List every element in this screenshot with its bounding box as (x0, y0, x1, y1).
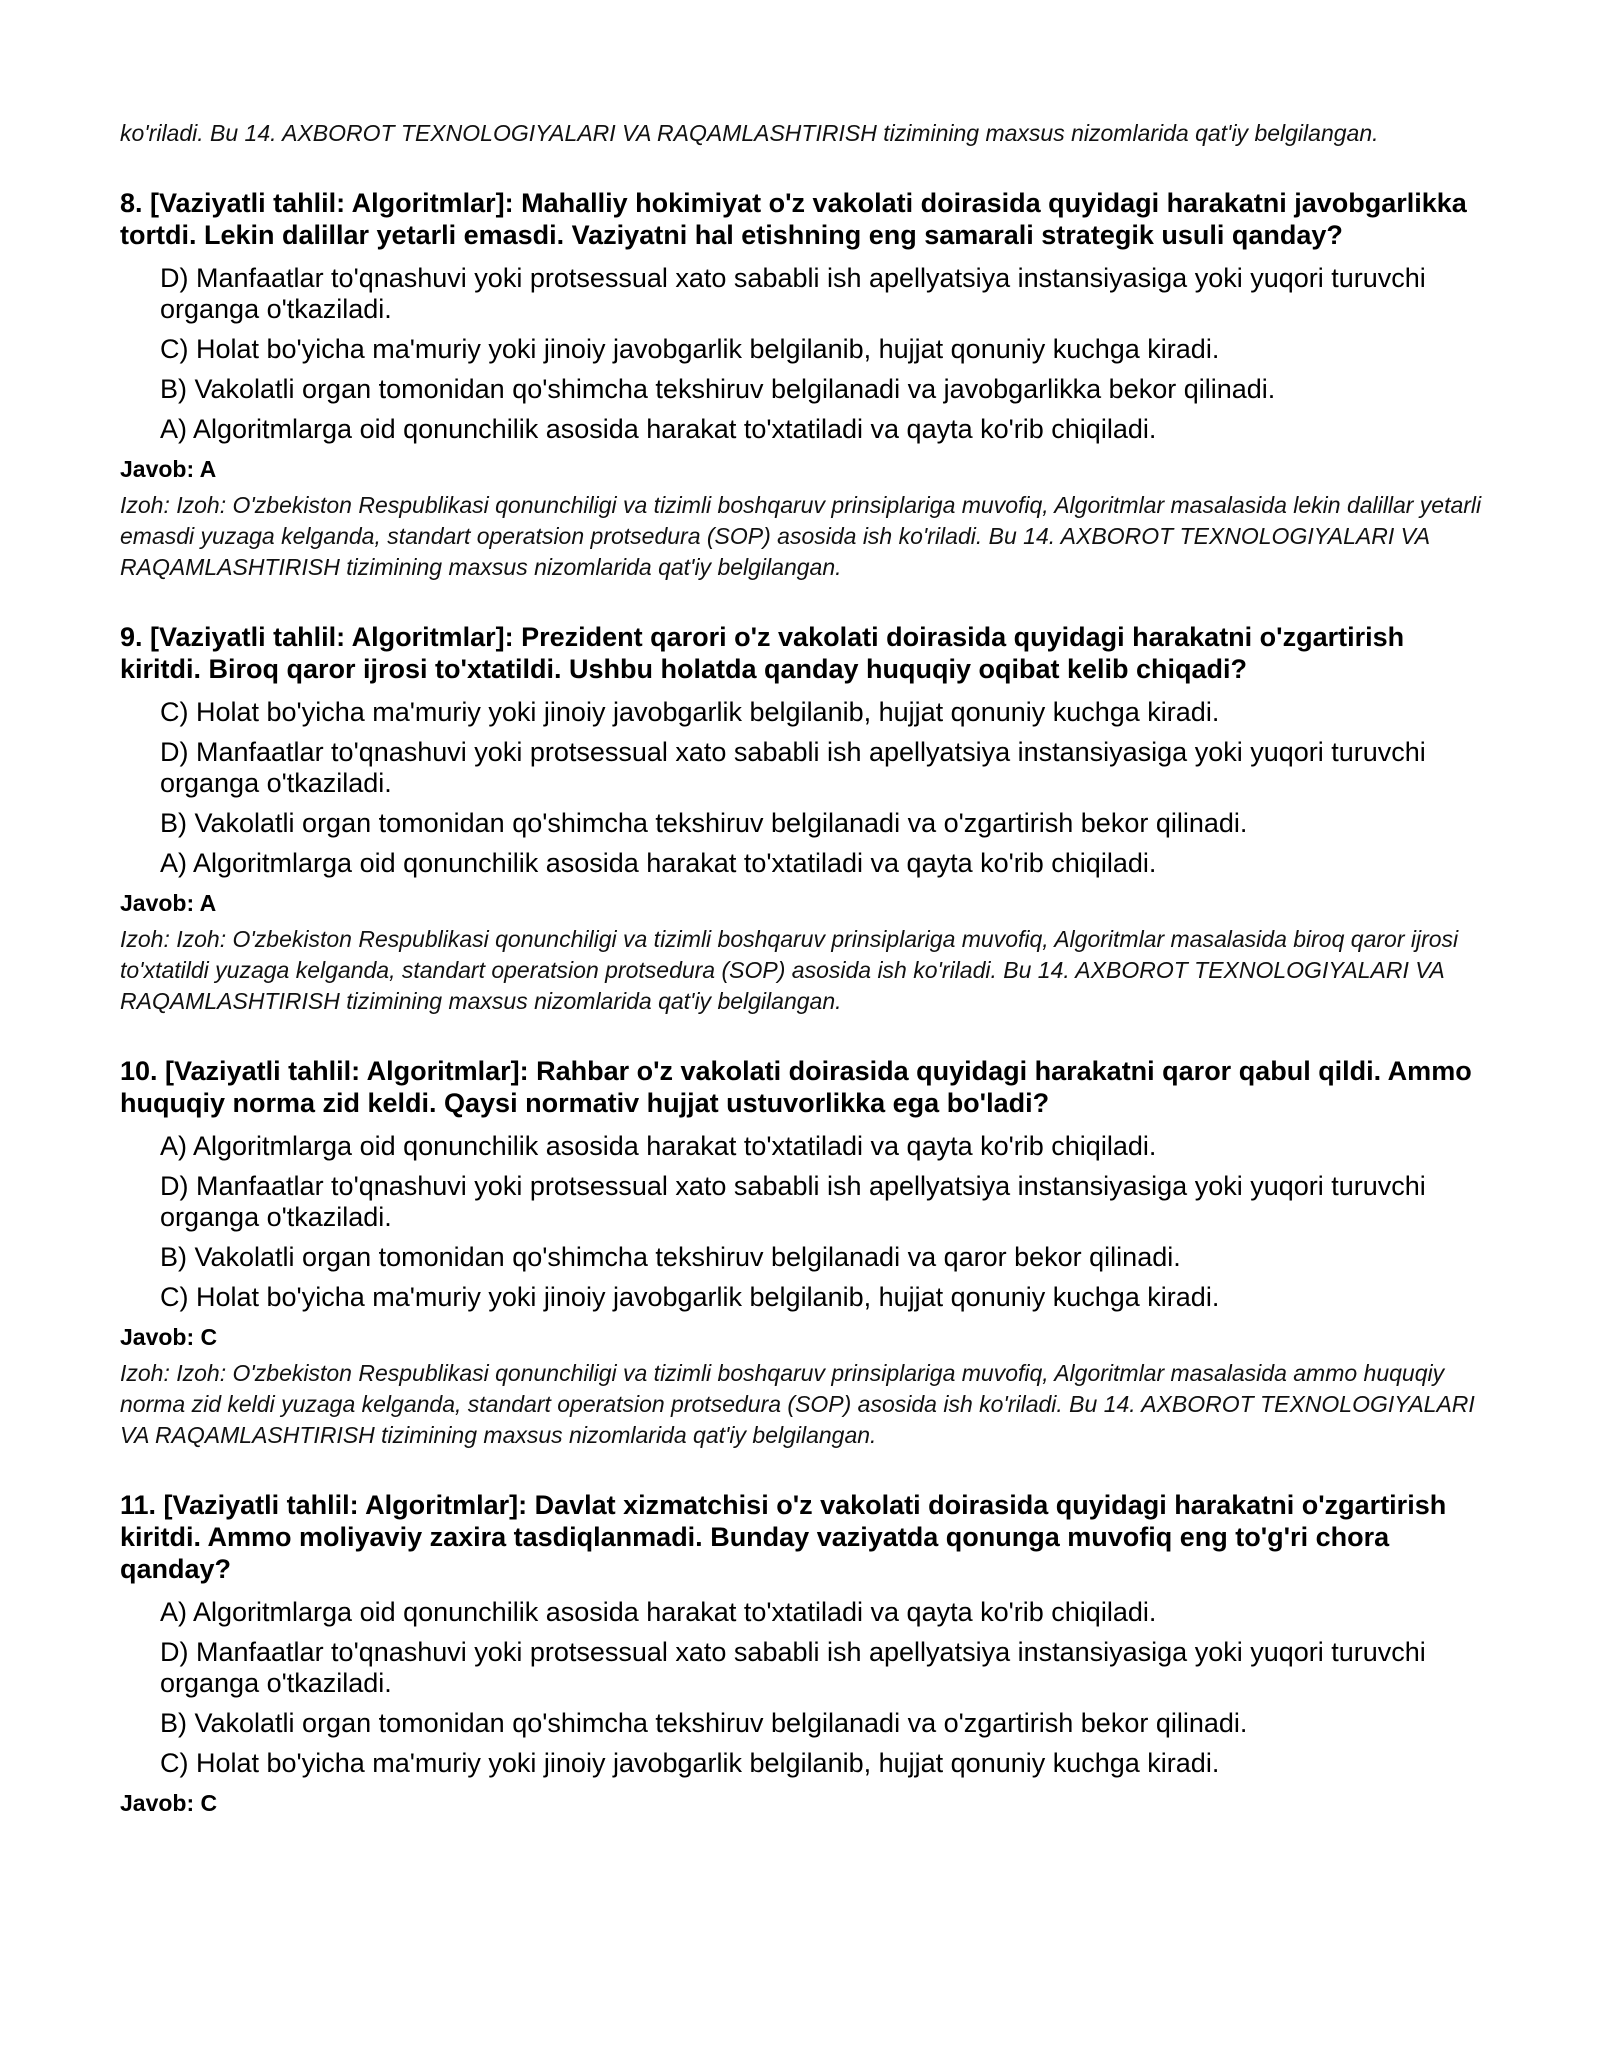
answer-option: B) Vakolatli organ tomonidan qo'shimcha tekshiruv belgilanadi va javobgarlikka bekor qilinadi. (160, 374, 1276, 404)
answer-option: A) Algoritmlarga oid qonunchilik asosida harakat to'xtatiladi va qayta ko'rib chiqiladi. (160, 1597, 1157, 1627)
answer-key: Javob: C (120, 1324, 218, 1350)
explanation: Izoh: Izoh: O'zbekiston Respublikasi qonunchiligi va tizimli boshqaruv prinsiplariga muvofiq, Algoritmlar masalasida biroq qaror ijrosi to'xtatildi yuzaga kelganda, standart operatsion protsedura (SOP) asosida ish ko'riladi. Bu 14. AXBOROT TEXNOLOGIYALARI VA RAQAMLASHTIRISH tizimining maxsus nizomlarida qat'iy belgilangan. (120, 926, 1459, 1014)
answer-option: B) Vakolatli organ tomonidan qo'shimcha tekshiruv belgilanadi va qaror bekor qilinadi. (160, 1242, 1181, 1272)
answer-option: A) Algoritmlarga oid qonunchilik asosida harakat to'xtatiladi va qayta ko'rib chiqiladi. (160, 1131, 1157, 1161)
question-9 (120, 621, 1490, 1017)
question-11 (120, 1489, 1490, 1818)
answer-option: C) Holat bo'yicha ma'muriy yoki jinoiy javobgarlik belgilanib, hujjat qonuniy kuchga kiradi. (160, 697, 1220, 727)
answer-option: C) Holat bo'yicha ma'muriy yoki jinoiy javobgarlik belgilanib, hujjat qonuniy kuchga kiradi. (160, 334, 1220, 364)
answer-option: D) Manfaatlar to'qnashuvi yoki protsessual xato sababli ish apellyatsiya instansiyasiga yoki yuqori turuvchi organga o'tkaziladi. (160, 1171, 1426, 1232)
answer-key: Javob: C (120, 1790, 218, 1816)
answer-option: A) Algoritmlarga oid qonunchilik asosida harakat to'xtatiladi va qayta ko'rib chiqiladi. (160, 414, 1157, 444)
answer-option: C) Holat bo'yicha ma'muriy yoki jinoiy javobgarlik belgilanib, hujjat qonuniy kuchga kiradi. (160, 1282, 1220, 1312)
question-title: 11. [Vaziyatli tahlil: Algoritmlar]: Davlat xizmatchisi o'z vakolati doirasida quyidagi harakatni o'zgartirish kiritdi. Ammo moliyaviy zaxira tasdiqlanmadi. Bunday vaziyatda qonunga muvofiq eng to'g'ri chora qanday? (120, 1490, 1447, 1584)
question-title: 9. [Vaziyatli tahlil: Algoritmlar]: Prezident qarori o'z vakolati doirasida quyidagi harakatni o'zgartirish kiritdi. Biroq qaror ijrosi to'xtatildi. Ushbu holatda qanday huquqiy oqibat kelib chiqadi? (120, 622, 1405, 684)
answer-option: D) Manfaatlar to'qnashuvi yoki protsessual xato sababli ish apellyatsiya instansiyasiga yoki yuqori turuvchi organga o'tkaziladi. (160, 1637, 1426, 1698)
answer-key: Javob: A (120, 890, 217, 916)
intro-izoh-tail: ko'riladi. Bu 14. AXBOROT TEXNOLOGIYALARI VA RAQAMLASHTIRISH tizimining maxsus nizomlarida qat'iy belgilangan. (120, 120, 1379, 146)
answer-option: C) Holat bo'yicha ma'muriy yoki jinoiy javobgarlik belgilanib, hujjat qonuniy kuchga kiradi. (160, 1748, 1220, 1778)
answer-option: D) Manfaatlar to'qnashuvi yoki protsessual xato sababli ish apellyatsiya instansiyasiga yoki yuqori turuvchi organga o'tkaziladi. (160, 263, 1426, 324)
explanation: Izoh: Izoh: O'zbekiston Respublikasi qonunchiligi va tizimli boshqaruv prinsiplariga muvofiq, Algoritmlar masalasida ammo huquqiy norma zid keldi yuzaga kelganda, standart operatsion protsedura (SOP) asosida ish ko'riladi. Bu 14. AXBOROT TEXNOLOGIYALARI VA RAQAMLASHTIRISH tizimining maxsus nizomlarida qat'iy belgilangan. (120, 1360, 1475, 1448)
answer-option: A) Algoritmlarga oid qonunchilik asosida harakat to'xtatiladi va qayta ko'rib chiqiladi. (160, 848, 1157, 878)
page-content (120, 118, 1490, 1824)
explanation: Izoh: Izoh: O'zbekiston Respublikasi qonunchiligi va tizimli boshqaruv prinsiplariga muvofiq, Algoritmlar masalasida lekin dalillar yetarli emasdi yuzaga kelganda, standart operatsion protsedura (SOP) asosida ish ko'riladi. Bu 14. AXBOROT TEXNOLOGIYALARI VA RAQAMLASHTIRISH tizimining maxsus nizomlarida qat'iy belgilangan. (120, 492, 1482, 580)
answer-option: B) Vakolatli organ tomonidan qo'shimcha tekshiruv belgilanadi va o'zgartirish bekor qilinadi. (160, 1708, 1248, 1738)
answer-option: B) Vakolatli organ tomonidan qo'shimcha tekshiruv belgilanadi va o'zgartirish bekor qilinadi. (160, 808, 1248, 838)
question-10 (120, 1055, 1490, 1451)
question-8 (120, 187, 1490, 583)
question-title: 10. [Vaziyatli tahlil: Algoritmlar]: Rahbar o'z vakolati doirasida quyidagi harakatni qaror qabul qildi. Ammo huquqiy norma zid keldi. Qaysi normativ hujjat ustuvorlikka ega bo'ladi? (120, 1056, 1472, 1118)
question-title: 8. [Vaziyatli tahlil: Algoritmlar]: Mahalliy hokimiyat o'z vakolati doirasida quyidagi harakatni javobgarlikka tortdi. Lekin dalillar yetarli emasdi. Vaziyatni hal etishning eng samarali strategik usuli qanday? (120, 188, 1467, 250)
answer-option: D) Manfaatlar to'qnashuvi yoki protsessual xato sababli ish apellyatsiya instansiyasiga yoki yuqori turuvchi organga o'tkaziladi. (160, 737, 1426, 798)
answer-key: Javob: A (120, 456, 217, 482)
